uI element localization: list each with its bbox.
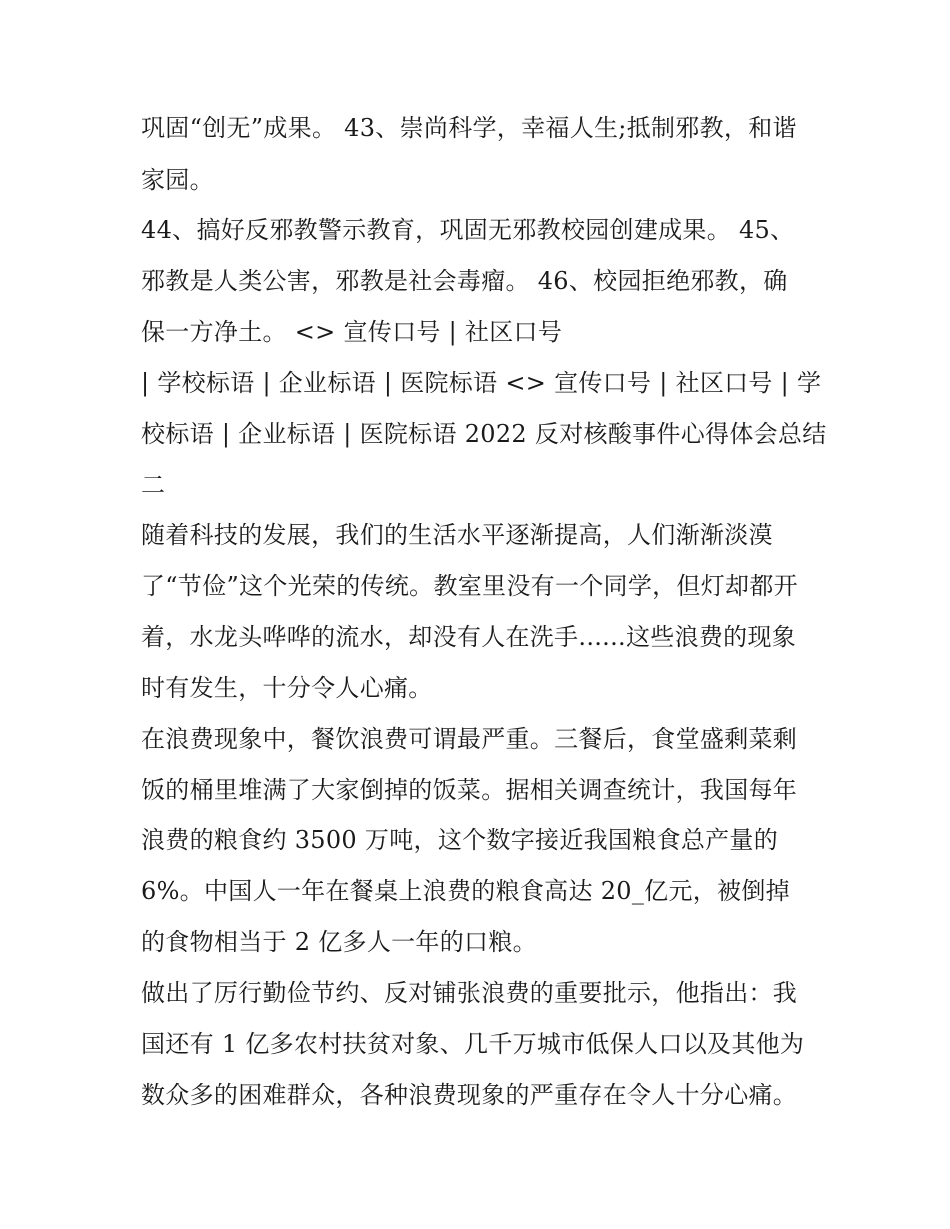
text-line: 在浪费现象中，餐饮浪费可谓最严重。三餐后，食堂盛剩菜剩 — [141, 725, 798, 753]
text-line: 做出了厉行勤俭节约、反对铺张浪费的重要批示，他指出：我 — [141, 979, 798, 1007]
text-line: 浪费的粮食约 3500 万吨，这个数字接近我国粮食总产量的 — [141, 826, 779, 854]
text-line: 饭的桶里堆满了大家倒掉的饭菜。据相关调查统计，我国每年 — [141, 776, 798, 804]
text-line: 二 — [141, 471, 166, 499]
text-line: 巩固“创无”成果。 43、崇尚科学，幸福人生;抵制邪教，和谐 — [141, 114, 797, 142]
text-line: 时有发生，十分令人心痛。 — [141, 674, 433, 702]
text-line: 着，水龙头哗哗的流水，却没有人在洗手......这些浪费的现象 — [141, 623, 797, 651]
text-line: 6%。中国人一年在餐桌上浪费的粮食高达 20_亿元，被倒掉 — [141, 877, 790, 905]
text-line: 校标语 | 企业标语 | 医院标语 2022 反对核酸事件心得体会总结 — [141, 420, 827, 448]
text-line: 的食物相当于 2 亿多人一年的口粮。 — [141, 928, 537, 956]
text-line: 国还有 1 亿多农村扶贫对象、几千万城市低保人口以及其他为 — [141, 1030, 805, 1058]
text-line: 了“节俭”这个光荣的传统。教室里没有一个同学，但灯却都开 — [141, 572, 798, 600]
text-line: 邪教是人类公害，邪教是社会毒瘤。 46、校园拒绝邪教，确 — [141, 267, 788, 295]
text-line: | 学校标语 | 企业标语 | 医院标语 <> 宣传口号 | 社区口号 | 学 — [141, 369, 822, 397]
text-line: 保一方净土。 <> 宣传口号 | 社区口号 — [141, 318, 563, 346]
text-line: 随着科技的发展，我们的生活水平逐渐提高，人们渐渐淡漠 — [141, 521, 773, 549]
text-line: 家园。 — [141, 166, 214, 194]
text-line: 44、搞好反邪教警示教育，巩固无邪教校园创建成果。 45、 — [141, 216, 795, 244]
text-line: 数众多的困难群众，各种浪费现象的严重存在令人十分心痛。 — [141, 1081, 798, 1109]
